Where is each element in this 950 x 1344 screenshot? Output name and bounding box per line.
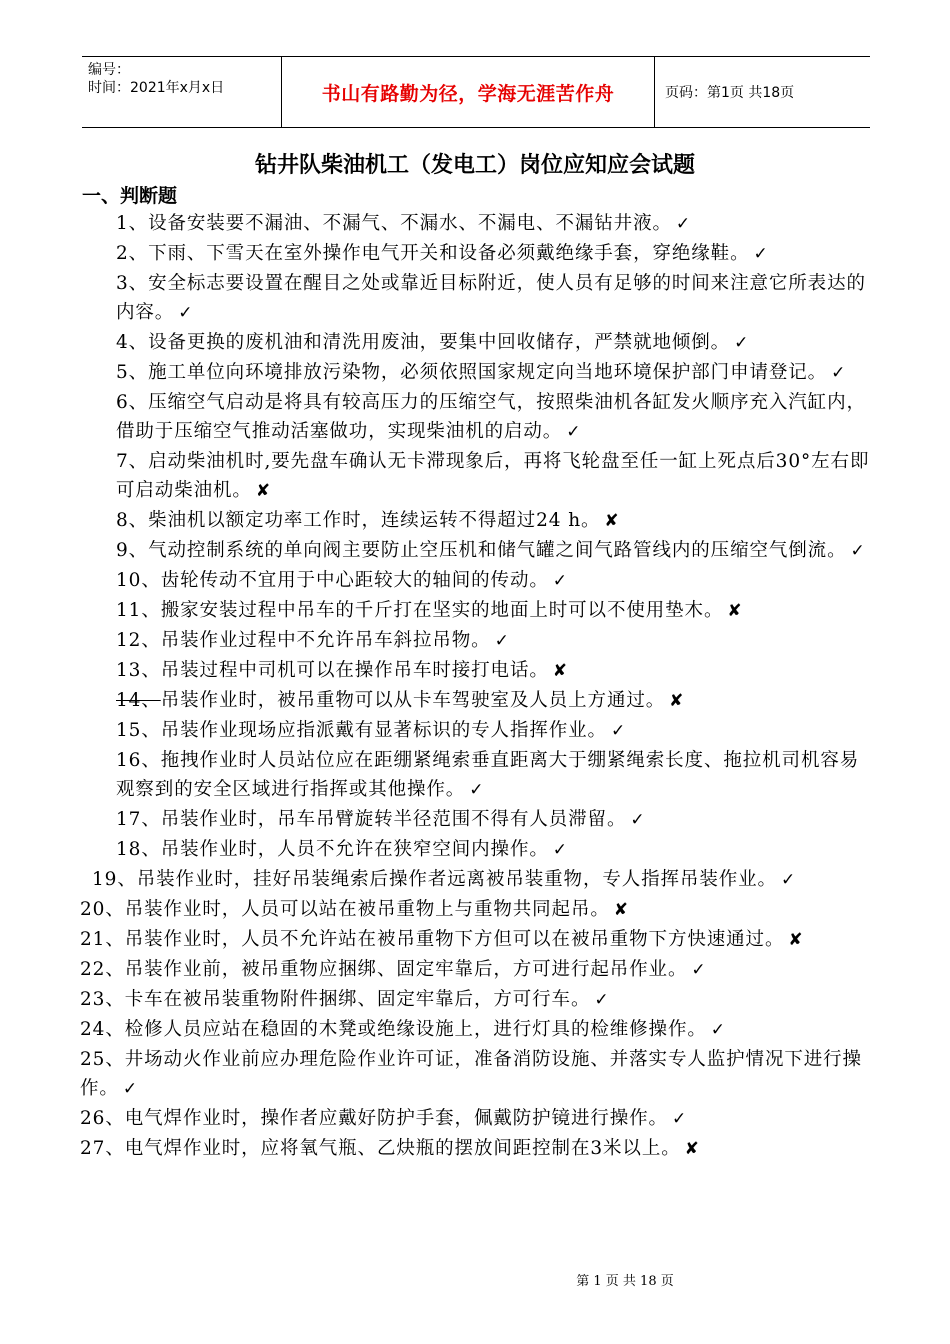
question-number: 23、 (80, 989, 125, 1010)
question-number: 5、 (116, 362, 149, 383)
question-number: 26、 (80, 1108, 125, 1129)
question-item (0, 716, 950, 746)
question-text: 卡车在被吊装重物附件捆绑、固定牢靠后，方可行车。 (124, 989, 591, 1010)
header-motto-cell (282, 57, 655, 127)
question-item (0, 1045, 950, 1104)
document-header (82, 56, 870, 128)
answer-mark: ✓ (675, 214, 692, 234)
question-number: 17、 (116, 809, 161, 830)
page-title: 钻井队柴油机工（发电工）岗位应知应会试题 (254, 153, 695, 178)
question-item (0, 506, 950, 536)
question-text: 电气焊作业时，应将氧气瓶、乙炔瓶的摆放间距控制在3米以上。 (124, 1138, 681, 1159)
question-item (0, 536, 950, 566)
question-item (0, 746, 950, 805)
question-item (0, 239, 950, 269)
question-item (0, 865, 950, 895)
question-text: 吊装作业现场应指派戴有显著标识的专人指挥作业。 (160, 720, 607, 741)
answer-mark: ✘ (604, 511, 620, 531)
question-item (0, 388, 950, 447)
question-number: 18、 (116, 839, 161, 860)
question-item (0, 1104, 950, 1134)
question-number: 27、 (80, 1138, 125, 1159)
question-number: 16、 (116, 750, 161, 771)
question-item (0, 805, 950, 835)
question-number: 10、 (116, 570, 161, 591)
question-number: 8、 (116, 510, 149, 531)
answer-mark: ✓ (753, 244, 769, 264)
question-number: 15、 (116, 720, 161, 741)
question-number: 22、 (80, 959, 125, 980)
question-text: 启动柴油机时,要先盘车确认无卡滞现象后，再将飞轮盘至任一缸上死点后30°左右即可启动柴油机。 (116, 451, 870, 501)
question-item (0, 895, 950, 925)
question-item (0, 626, 950, 656)
answer-mark: ✓ (594, 990, 610, 1010)
answer-mark: ✓ (691, 960, 707, 980)
answer-mark: ✘ (669, 691, 685, 711)
question-number: 1、 (116, 213, 149, 234)
answer-mark: ✓ (780, 870, 797, 890)
question-text: 气动控制系统的单向阀主要防止空压机和储气罐之间气路管线内的压缩空气倒流。 (148, 540, 847, 561)
question-number: 7、 (116, 451, 149, 472)
answer-mark: ✓ (566, 422, 582, 442)
question-item (0, 358, 950, 388)
question-item (0, 209, 950, 239)
question-item (0, 1134, 950, 1164)
question-text: 吊装作业时，挂好吊装绳索后操作者远离被吊装重物，专人指挥吊装作业。 (136, 869, 777, 890)
answer-mark: ✓ (178, 303, 194, 323)
answer-mark: ✘ (788, 930, 804, 950)
header-meta (82, 57, 282, 127)
answer-mark: ✓ (850, 541, 866, 561)
question-text: 吊装作业前，被吊重物应捆绑、固定牢靠后，方可进行起吊作业。 (124, 959, 688, 980)
question-item (0, 835, 950, 865)
question-text: 搬家安装过程中吊车的千斤打在坚实的地面上时可以不使用垫木。 (160, 600, 724, 621)
question-number: 13、 (116, 660, 161, 681)
question-item (0, 269, 950, 328)
answer-mark: ✓ (630, 810, 646, 830)
question-text: 施工单位向环境排放污染物，必须依照国家规定向当地环境保护部门申请登记。 (148, 362, 828, 383)
question-text: 下雨、下雪天在室外操作电气开关和设备必须戴绝缘手套，穿绝缘鞋。 (148, 243, 750, 264)
answer-mark: ✘ (684, 1139, 700, 1159)
question-number: 24、 (80, 1019, 125, 1040)
question-number: 20、 (80, 899, 125, 920)
answer-mark: ✓ (494, 631, 510, 651)
question-text: 吊装作业时，人员不允许站在被吊重物下方但可以在被吊重物下方快速通过。 (124, 929, 785, 950)
question-text: 拖拽作业时人员站位应在距绷紧绳索垂直距离大于绷紧绳索长度、拖拉机司机容易观察到的安全区域进行指挥或其他操作。 (116, 750, 860, 800)
question-text: 吊装作业时，吊车吊臂旋转半径范围不得有人员滞留。 (160, 809, 627, 830)
question-number: 14、 (116, 690, 161, 711)
question-text: 电气焊作业时，操作者应戴好防护手套，佩戴防护镜进行操作。 (124, 1108, 668, 1129)
question-text: 柴油机以额定功率工作时，连续运转不得超过24 h。 (148, 510, 601, 531)
header-page-cell (655, 57, 870, 127)
time-label: 时间：2021年x月x日 (88, 80, 225, 96)
answer-mark: ✓ (734, 333, 750, 353)
question-text: 检修人员应站在稳固的木凳或绝缘设施上，进行灯具的检维修操作。 (124, 1019, 707, 1040)
answer-mark: ✓ (610, 721, 627, 741)
question-text: 齿轮传动不宜用于中心距较大的轴间的传动。 (160, 570, 549, 591)
answer-mark: ✓ (122, 1079, 138, 1099)
motto: 书山有路勤为径，学海无涯苦作舟 (321, 82, 615, 105)
answer-mark: ✘ (255, 481, 271, 501)
question-number: 3、 (116, 273, 149, 294)
answer-mark: ✓ (469, 780, 485, 800)
question-item (0, 955, 950, 985)
answer-mark: ✓ (831, 363, 847, 383)
question-text: 吊装作业时，人员不允许在狭窄空间内操作。 (160, 839, 549, 860)
question-number: 4、 (116, 332, 149, 353)
question-text: 设备更换的废机油和清洗用废油，要集中回收储存，严禁就地倾倒。 (148, 332, 731, 353)
question-number: 2、 (116, 243, 149, 264)
question-item (0, 1015, 950, 1045)
question-text: 吊装作业时，人员可以站在被吊重物上与重物共同起吊。 (124, 899, 610, 920)
question-text: 设备安装要不漏油、不漏气、不漏水、不漏电、不漏钻井液。 (148, 213, 672, 234)
answer-mark: ✓ (552, 840, 568, 860)
question-number: 11、 (116, 600, 161, 621)
question-item (0, 596, 950, 626)
answer-mark: ✘ (727, 601, 743, 621)
question-text: 吊装作业过程中不允许吊车斜拉吊物。 (160, 630, 491, 651)
question-text: 吊装作业时，被吊重物可以从卡车驾驶室及人员上方通过。 (160, 690, 666, 711)
answer-mark: ✘ (552, 661, 568, 681)
answer-mark: ✘ (613, 900, 629, 920)
answer-mark: ✓ (671, 1109, 688, 1129)
question-item (0, 656, 950, 686)
question-text: 吊装过程中司机可以在操作吊车时接打电话。 (160, 660, 549, 681)
code-label: 编号： (88, 62, 130, 78)
answer-mark: ✓ (710, 1020, 726, 1040)
question-number: 9、 (116, 540, 149, 561)
question-text: 安全标志要设置在醒目之处或靠近目标附近，使人员有足够的时间来注意它所表达的内容。 (116, 273, 866, 323)
page-label: 页码：第1页 共18页 (665, 85, 795, 101)
question-number: 21、 (80, 929, 125, 950)
question-number: 25、 (80, 1049, 125, 1070)
question-text: 井场动火作业前应办理危险作业许可证，准备消防设施、并落实专人监护情况下进行操作。 (80, 1049, 862, 1099)
answer-mark: ✓ (552, 571, 568, 591)
question-item (0, 566, 950, 596)
section-heading: 一、判断题 (82, 185, 178, 207)
question-number: 12、 (116, 630, 161, 651)
question-item (0, 985, 950, 1015)
question-item (0, 447, 950, 506)
question-list (0, 209, 950, 1164)
question-item (0, 328, 950, 358)
question-item (0, 686, 950, 716)
question-number: 6、 (116, 392, 149, 413)
page-footer: 第 1 页 共 18 页 (576, 1274, 674, 1289)
question-text: 压缩空气启动是将具有较高压力的压缩空气，按照柴油机各缸发火顺序充入汽缸内，借助于压缩空气推动活塞做功，实现柴油机的启动。 (116, 392, 866, 442)
question-item (0, 925, 950, 955)
question-number: 19、 (92, 869, 137, 890)
